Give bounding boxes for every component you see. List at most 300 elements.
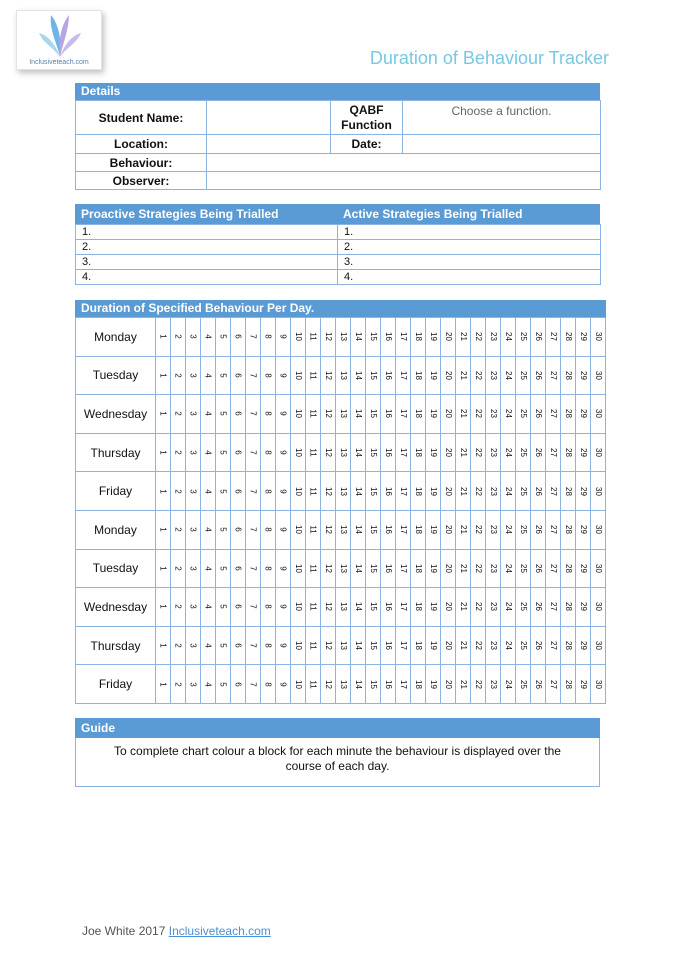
minute-cell[interactable] xyxy=(201,433,216,472)
footer-link[interactable]: Inclusiveteach.com xyxy=(168,924,271,938)
minute-cell[interactable] xyxy=(351,433,366,472)
minute-cell[interactable] xyxy=(321,472,336,511)
minute-cell[interactable] xyxy=(261,665,276,704)
active-item[interactable]: 4. xyxy=(338,270,601,285)
minute-cell[interactable] xyxy=(576,395,591,434)
minute-cell[interactable] xyxy=(501,433,516,472)
minute-cell[interactable] xyxy=(471,433,486,472)
minute-cell[interactable] xyxy=(291,626,306,665)
minute-cell[interactable] xyxy=(411,549,426,588)
minute-cell[interactable] xyxy=(531,510,546,549)
minute-cell[interactable] xyxy=(171,433,186,472)
minute-cell[interactable] xyxy=(336,433,351,472)
minute-cell[interactable] xyxy=(396,433,411,472)
minute-cell[interactable] xyxy=(486,626,501,665)
minute-cell[interactable] xyxy=(546,626,561,665)
minute-cell[interactable] xyxy=(171,626,186,665)
minute-cell[interactable] xyxy=(531,356,546,395)
minute-cell[interactable] xyxy=(531,549,546,588)
minute-cell[interactable] xyxy=(366,433,381,472)
minute-cell[interactable] xyxy=(186,395,201,434)
minute-cell[interactable] xyxy=(156,433,171,472)
minute-cell[interactable] xyxy=(441,588,456,627)
student-name-field[interactable] xyxy=(207,101,331,135)
minute-cell[interactable] xyxy=(426,395,441,434)
minute-cell[interactable] xyxy=(336,626,351,665)
minute-cell[interactable] xyxy=(381,510,396,549)
minute-cell[interactable] xyxy=(231,395,246,434)
minute-cell[interactable] xyxy=(516,588,531,627)
minute-cell[interactable] xyxy=(216,395,231,434)
minute-cell[interactable] xyxy=(231,318,246,357)
minute-cell[interactable] xyxy=(411,356,426,395)
minute-cell[interactable] xyxy=(306,318,321,357)
minute-cell[interactable] xyxy=(486,395,501,434)
minute-cell[interactable] xyxy=(456,318,471,357)
minute-cell[interactable] xyxy=(216,626,231,665)
minute-cell[interactable] xyxy=(546,549,561,588)
minute-cell[interactable] xyxy=(201,510,216,549)
minute-cell[interactable] xyxy=(231,356,246,395)
minute-cell[interactable] xyxy=(156,588,171,627)
minute-cell[interactable] xyxy=(366,510,381,549)
minute-cell[interactable] xyxy=(186,665,201,704)
minute-cell[interactable] xyxy=(486,433,501,472)
minute-cell[interactable] xyxy=(276,510,291,549)
minute-cell[interactable] xyxy=(441,549,456,588)
minute-cell[interactable] xyxy=(306,395,321,434)
minute-cell[interactable] xyxy=(576,588,591,627)
minute-cell[interactable] xyxy=(366,472,381,511)
minute-cell[interactable] xyxy=(576,510,591,549)
minute-cell[interactable] xyxy=(501,665,516,704)
proactive-item[interactable]: 4. xyxy=(76,270,338,285)
minute-cell[interactable] xyxy=(516,356,531,395)
minute-cell[interactable] xyxy=(246,433,261,472)
minute-cell[interactable] xyxy=(231,549,246,588)
minute-cell[interactable] xyxy=(276,356,291,395)
minute-cell[interactable] xyxy=(261,356,276,395)
minute-cell[interactable] xyxy=(351,318,366,357)
minute-cell[interactable] xyxy=(396,588,411,627)
minute-cell[interactable] xyxy=(561,395,576,434)
minute-cell[interactable] xyxy=(306,472,321,511)
minute-cell[interactable] xyxy=(246,395,261,434)
minute-cell[interactable] xyxy=(546,356,561,395)
minute-cell[interactable] xyxy=(456,665,471,704)
minute-cell[interactable] xyxy=(531,472,546,511)
minute-cell[interactable] xyxy=(396,549,411,588)
minute-cell[interactable] xyxy=(411,318,426,357)
minute-cell[interactable] xyxy=(546,395,561,434)
minute-cell[interactable] xyxy=(321,433,336,472)
minute-cell[interactable] xyxy=(171,510,186,549)
minute-cell[interactable] xyxy=(216,318,231,357)
minute-cell[interactable] xyxy=(246,318,261,357)
minute-cell[interactable] xyxy=(321,356,336,395)
minute-cell[interactable] xyxy=(366,395,381,434)
minute-cell[interactable] xyxy=(291,395,306,434)
minute-cell[interactable] xyxy=(306,433,321,472)
minute-cell[interactable] xyxy=(276,665,291,704)
minute-cell[interactable] xyxy=(471,626,486,665)
minute-cell[interactable] xyxy=(576,665,591,704)
minute-cell[interactable] xyxy=(411,433,426,472)
minute-cell[interactable] xyxy=(156,318,171,357)
minute-cell[interactable] xyxy=(291,433,306,472)
minute-cell[interactable] xyxy=(501,472,516,511)
minute-cell[interactable] xyxy=(576,433,591,472)
minute-cell[interactable] xyxy=(336,665,351,704)
minute-cell[interactable] xyxy=(591,588,606,627)
minute-cell[interactable] xyxy=(561,433,576,472)
minute-cell[interactable] xyxy=(276,549,291,588)
minute-cell[interactable] xyxy=(456,588,471,627)
minute-cell[interactable] xyxy=(516,472,531,511)
minute-cell[interactable] xyxy=(561,588,576,627)
minute-cell[interactable] xyxy=(546,588,561,627)
minute-cell[interactable] xyxy=(261,588,276,627)
minute-cell[interactable] xyxy=(186,510,201,549)
minute-cell[interactable] xyxy=(201,626,216,665)
minute-cell[interactable] xyxy=(456,472,471,511)
minute-cell[interactable] xyxy=(456,510,471,549)
minute-cell[interactable] xyxy=(576,356,591,395)
minute-cell[interactable] xyxy=(246,356,261,395)
minute-cell[interactable] xyxy=(561,318,576,357)
minute-cell[interactable] xyxy=(456,433,471,472)
minute-cell[interactable] xyxy=(246,510,261,549)
minute-cell[interactable] xyxy=(351,472,366,511)
minute-cell[interactable] xyxy=(321,626,336,665)
minute-cell[interactable] xyxy=(486,588,501,627)
minute-cell[interactable] xyxy=(591,510,606,549)
minute-cell[interactable] xyxy=(516,433,531,472)
minute-cell[interactable] xyxy=(516,395,531,434)
minute-cell[interactable] xyxy=(426,549,441,588)
minute-cell[interactable] xyxy=(171,665,186,704)
minute-cell[interactable] xyxy=(231,665,246,704)
minute-cell[interactable] xyxy=(591,318,606,357)
minute-cell[interactable] xyxy=(486,510,501,549)
minute-cell[interactable] xyxy=(231,433,246,472)
minute-cell[interactable] xyxy=(396,395,411,434)
minute-cell[interactable] xyxy=(456,626,471,665)
minute-cell[interactable] xyxy=(486,356,501,395)
minute-cell[interactable] xyxy=(216,588,231,627)
proactive-item[interactable]: 2. xyxy=(76,240,338,255)
minute-cell[interactable] xyxy=(486,472,501,511)
minute-cell[interactable] xyxy=(411,510,426,549)
minute-cell[interactable] xyxy=(261,549,276,588)
minute-cell[interactable] xyxy=(426,510,441,549)
minute-cell[interactable] xyxy=(411,588,426,627)
minute-cell[interactable] xyxy=(261,510,276,549)
minute-cell[interactable] xyxy=(516,665,531,704)
minute-cell[interactable] xyxy=(216,472,231,511)
minute-cell[interactable] xyxy=(501,510,516,549)
minute-cell[interactable] xyxy=(351,510,366,549)
minute-cell[interactable] xyxy=(321,395,336,434)
minute-cell[interactable] xyxy=(201,356,216,395)
minute-cell[interactable] xyxy=(486,665,501,704)
minute-cell[interactable] xyxy=(561,472,576,511)
minute-cell[interactable] xyxy=(231,626,246,665)
qabf-function-select[interactable]: Choose a function. xyxy=(403,101,601,135)
minute-cell[interactable] xyxy=(321,510,336,549)
minute-cell[interactable] xyxy=(381,472,396,511)
minute-cell[interactable] xyxy=(351,356,366,395)
minute-cell[interactable] xyxy=(516,510,531,549)
minute-cell[interactable] xyxy=(576,472,591,511)
minute-cell[interactable] xyxy=(186,433,201,472)
minute-cell[interactable] xyxy=(246,472,261,511)
minute-cell[interactable] xyxy=(441,510,456,549)
minute-cell[interactable] xyxy=(306,356,321,395)
minute-cell[interactable] xyxy=(351,395,366,434)
minute-cell[interactable] xyxy=(381,395,396,434)
minute-cell[interactable] xyxy=(201,318,216,357)
minute-cell[interactable] xyxy=(171,472,186,511)
minute-cell[interactable] xyxy=(396,665,411,704)
minute-cell[interactable] xyxy=(516,318,531,357)
minute-cell[interactable] xyxy=(396,510,411,549)
minute-cell[interactable] xyxy=(441,433,456,472)
minute-cell[interactable] xyxy=(186,318,201,357)
minute-cell[interactable] xyxy=(336,395,351,434)
minute-cell[interactable] xyxy=(231,472,246,511)
minute-cell[interactable] xyxy=(471,510,486,549)
minute-cell[interactable] xyxy=(336,510,351,549)
minute-cell[interactable] xyxy=(186,472,201,511)
minute-cell[interactable] xyxy=(456,395,471,434)
minute-cell[interactable] xyxy=(591,472,606,511)
minute-cell[interactable] xyxy=(186,549,201,588)
minute-cell[interactable] xyxy=(396,356,411,395)
minute-cell[interactable] xyxy=(156,356,171,395)
minute-cell[interactable] xyxy=(471,549,486,588)
minute-cell[interactable] xyxy=(381,588,396,627)
minute-cell[interactable] xyxy=(561,665,576,704)
active-item[interactable]: 2. xyxy=(338,240,601,255)
minute-cell[interactable] xyxy=(441,626,456,665)
observer-field[interactable] xyxy=(207,172,601,190)
minute-cell[interactable] xyxy=(336,318,351,357)
minute-cell[interactable] xyxy=(366,665,381,704)
minute-cell[interactable] xyxy=(531,588,546,627)
minute-cell[interactable] xyxy=(321,665,336,704)
minute-cell[interactable] xyxy=(561,626,576,665)
minute-cell[interactable] xyxy=(381,549,396,588)
minute-cell[interactable] xyxy=(381,356,396,395)
minute-cell[interactable] xyxy=(441,395,456,434)
minute-cell[interactable] xyxy=(561,510,576,549)
minute-cell[interactable] xyxy=(306,665,321,704)
minute-cell[interactable] xyxy=(156,472,171,511)
minute-cell[interactable] xyxy=(246,626,261,665)
minute-cell[interactable] xyxy=(336,356,351,395)
minute-cell[interactable] xyxy=(471,588,486,627)
minute-cell[interactable] xyxy=(201,549,216,588)
minute-cell[interactable] xyxy=(471,665,486,704)
minute-cell[interactable] xyxy=(366,588,381,627)
minute-cell[interactable] xyxy=(201,588,216,627)
date-field[interactable] xyxy=(403,135,601,154)
minute-cell[interactable] xyxy=(531,395,546,434)
minute-cell[interactable] xyxy=(426,318,441,357)
minute-cell[interactable] xyxy=(201,472,216,511)
minute-cell[interactable] xyxy=(486,318,501,357)
minute-cell[interactable] xyxy=(246,549,261,588)
minute-cell[interactable] xyxy=(441,356,456,395)
minute-cell[interactable] xyxy=(396,318,411,357)
minute-cell[interactable] xyxy=(156,395,171,434)
minute-cell[interactable] xyxy=(351,588,366,627)
minute-cell[interactable] xyxy=(426,472,441,511)
minute-cell[interactable] xyxy=(411,472,426,511)
minute-cell[interactable] xyxy=(411,395,426,434)
minute-cell[interactable] xyxy=(156,510,171,549)
minute-cell[interactable] xyxy=(576,549,591,588)
location-field[interactable] xyxy=(207,135,331,154)
minute-cell[interactable] xyxy=(261,395,276,434)
minute-cell[interactable] xyxy=(441,472,456,511)
minute-cell[interactable] xyxy=(291,472,306,511)
behaviour-field[interactable] xyxy=(207,154,601,172)
minute-cell[interactable] xyxy=(231,510,246,549)
minute-cell[interactable] xyxy=(411,665,426,704)
minute-cell[interactable] xyxy=(456,356,471,395)
minute-cell[interactable] xyxy=(561,549,576,588)
minute-cell[interactable] xyxy=(261,472,276,511)
minute-cell[interactable] xyxy=(201,665,216,704)
minute-cell[interactable] xyxy=(546,318,561,357)
minute-cell[interactable] xyxy=(456,549,471,588)
minute-cell[interactable] xyxy=(441,665,456,704)
minute-cell[interactable] xyxy=(306,510,321,549)
minute-cell[interactable] xyxy=(216,356,231,395)
minute-cell[interactable] xyxy=(291,356,306,395)
minute-cell[interactable] xyxy=(501,395,516,434)
minute-cell[interactable] xyxy=(276,472,291,511)
minute-cell[interactable] xyxy=(576,318,591,357)
proactive-item[interactable]: 1. xyxy=(76,225,338,240)
minute-cell[interactable] xyxy=(501,356,516,395)
minute-cell[interactable] xyxy=(291,549,306,588)
minute-cell[interactable] xyxy=(186,356,201,395)
minute-cell[interactable] xyxy=(591,395,606,434)
active-item[interactable]: 1. xyxy=(338,225,601,240)
minute-cell[interactable] xyxy=(501,588,516,627)
minute-cell[interactable] xyxy=(321,318,336,357)
minute-cell[interactable] xyxy=(171,549,186,588)
minute-cell[interactable] xyxy=(501,626,516,665)
minute-cell[interactable] xyxy=(246,588,261,627)
minute-cell[interactable] xyxy=(156,665,171,704)
minute-cell[interactable] xyxy=(201,395,216,434)
minute-cell[interactable] xyxy=(426,433,441,472)
minute-cell[interactable] xyxy=(366,549,381,588)
minute-cell[interactable] xyxy=(336,549,351,588)
minute-cell[interactable] xyxy=(426,356,441,395)
minute-cell[interactable] xyxy=(471,395,486,434)
minute-cell[interactable] xyxy=(366,356,381,395)
minute-cell[interactable] xyxy=(186,588,201,627)
minute-cell[interactable] xyxy=(216,433,231,472)
minute-cell[interactable] xyxy=(531,318,546,357)
minute-cell[interactable] xyxy=(291,510,306,549)
minute-cell[interactable] xyxy=(351,665,366,704)
minute-cell[interactable] xyxy=(351,549,366,588)
minute-cell[interactable] xyxy=(276,318,291,357)
minute-cell[interactable] xyxy=(246,665,261,704)
minute-cell[interactable] xyxy=(396,472,411,511)
minute-cell[interactable] xyxy=(426,588,441,627)
minute-cell[interactable] xyxy=(186,626,201,665)
minute-cell[interactable] xyxy=(546,472,561,511)
minute-cell[interactable] xyxy=(501,549,516,588)
minute-cell[interactable] xyxy=(396,626,411,665)
minute-cell[interactable] xyxy=(171,395,186,434)
minute-cell[interactable] xyxy=(381,626,396,665)
minute-cell[interactable] xyxy=(336,472,351,511)
minute-cell[interactable] xyxy=(501,318,516,357)
minute-cell[interactable] xyxy=(291,318,306,357)
minute-cell[interactable] xyxy=(576,626,591,665)
minute-cell[interactable] xyxy=(531,626,546,665)
minute-cell[interactable] xyxy=(561,356,576,395)
minute-cell[interactable] xyxy=(276,433,291,472)
minute-cell[interactable] xyxy=(531,433,546,472)
minute-cell[interactable] xyxy=(411,626,426,665)
minute-cell[interactable] xyxy=(516,626,531,665)
minute-cell[interactable] xyxy=(321,549,336,588)
minute-cell[interactable] xyxy=(171,318,186,357)
minute-cell[interactable] xyxy=(381,318,396,357)
minute-cell[interactable] xyxy=(471,356,486,395)
minute-cell[interactable] xyxy=(516,549,531,588)
minute-cell[interactable] xyxy=(261,318,276,357)
minute-cell[interactable] xyxy=(381,433,396,472)
minute-cell[interactable] xyxy=(306,549,321,588)
minute-cell[interactable] xyxy=(276,626,291,665)
minute-cell[interactable] xyxy=(426,626,441,665)
minute-cell[interactable] xyxy=(291,588,306,627)
minute-cell[interactable] xyxy=(156,549,171,588)
minute-cell[interactable] xyxy=(381,665,396,704)
minute-cell[interactable] xyxy=(171,588,186,627)
minute-cell[interactable] xyxy=(591,626,606,665)
minute-cell[interactable] xyxy=(261,626,276,665)
minute-cell[interactable] xyxy=(471,472,486,511)
minute-cell[interactable] xyxy=(441,318,456,357)
minute-cell[interactable] xyxy=(486,549,501,588)
minute-cell[interactable] xyxy=(171,356,186,395)
minute-cell[interactable] xyxy=(261,433,276,472)
active-item[interactable]: 3. xyxy=(338,255,601,270)
minute-cell[interactable] xyxy=(306,626,321,665)
minute-cell[interactable] xyxy=(591,665,606,704)
minute-cell[interactable] xyxy=(216,510,231,549)
minute-cell[interactable] xyxy=(336,588,351,627)
minute-cell[interactable] xyxy=(591,356,606,395)
minute-cell[interactable] xyxy=(276,588,291,627)
minute-cell[interactable] xyxy=(591,549,606,588)
proactive-item[interactable]: 3. xyxy=(76,255,338,270)
minute-cell[interactable] xyxy=(531,665,546,704)
minute-cell[interactable] xyxy=(546,665,561,704)
minute-cell[interactable] xyxy=(351,626,366,665)
